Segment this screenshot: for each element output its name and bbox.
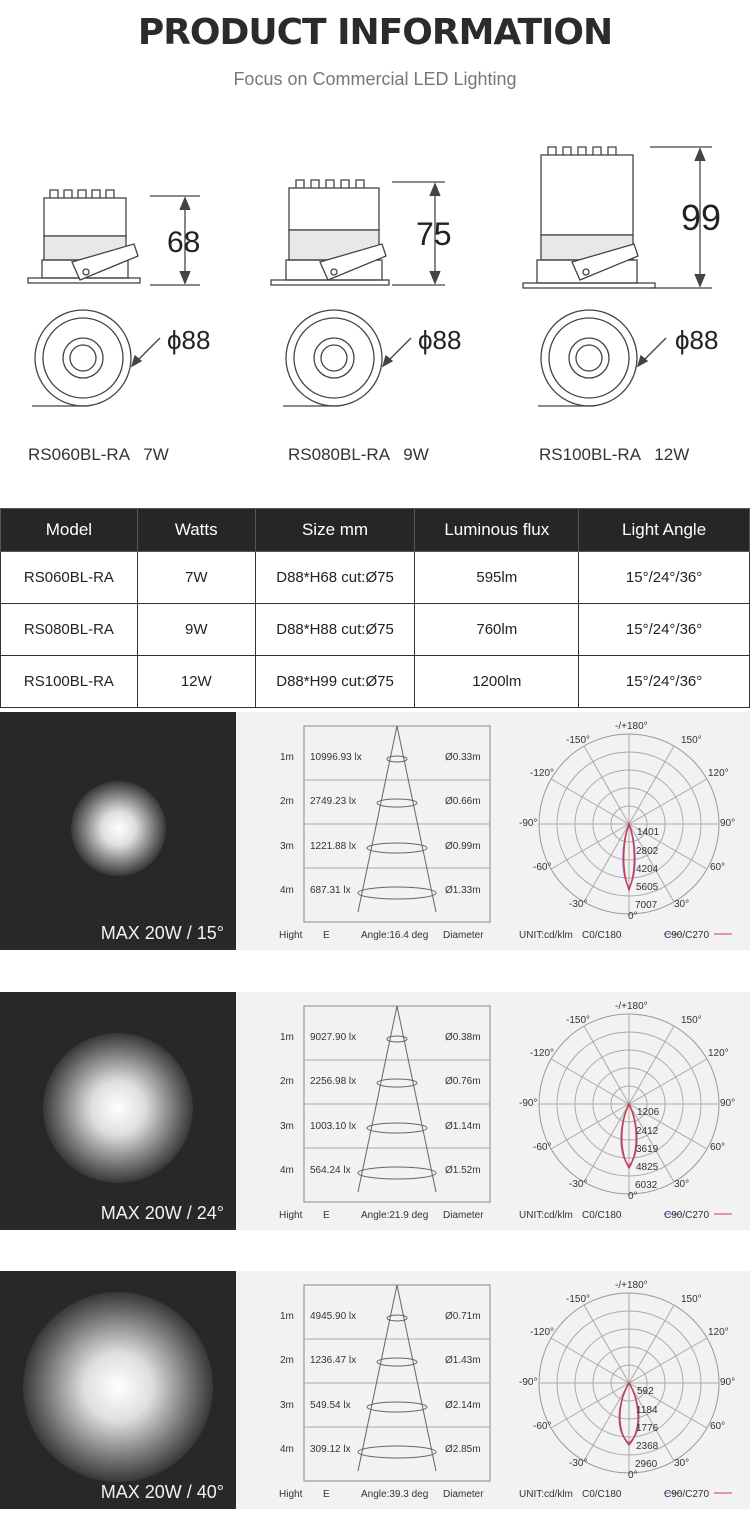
polar-angle-label: -30° xyxy=(569,899,588,910)
cell-flux: 595lm xyxy=(415,552,579,604)
polar-angle-label: -90° xyxy=(519,1098,538,1109)
polar-value-label: 2412 xyxy=(636,1126,659,1137)
height-label: 2m xyxy=(280,1355,294,1366)
light-spot xyxy=(23,1292,213,1482)
beam-diameter-value: Ø0.66m xyxy=(445,796,481,807)
polar-angle-label: -90° xyxy=(519,1377,538,1388)
polar-angle-label: 90° xyxy=(720,818,736,829)
beam-diameter-value: Ø1.33m xyxy=(445,885,481,896)
polar-value-label: 2960 xyxy=(635,1459,658,1470)
beam-diameter-value: Ø2.14m xyxy=(445,1400,481,1411)
beam-diagram-panel xyxy=(236,1271,750,1509)
beam-diagram-panel xyxy=(236,712,750,950)
height-label: 3m xyxy=(280,1400,294,1411)
beam-diameter-value: Ø0.76m xyxy=(445,1076,481,1087)
header-size: Size mm xyxy=(255,509,415,552)
polar-value-label: 3619 xyxy=(636,1144,659,1155)
table-row xyxy=(1,604,750,656)
beam-label: MAX 20W / 40° xyxy=(100,1482,224,1502)
polar-value-label: 4204 xyxy=(636,864,659,875)
beam-cone-diagram xyxy=(236,1271,750,1509)
beam-diagram-panel xyxy=(236,992,750,1230)
height-label: 4m xyxy=(280,1165,294,1176)
beam-photo xyxy=(0,712,236,950)
polar-value-label: 2368 xyxy=(636,1441,659,1452)
table-row xyxy=(1,656,750,708)
table-row xyxy=(1,552,750,604)
header-model: Model xyxy=(1,509,138,552)
page-title: PRODUCT INFORMATION xyxy=(137,12,613,53)
polar-value-label: 6032 xyxy=(635,1180,658,1191)
polar-angle-label: 60° xyxy=(710,1421,726,1432)
polar-angle-label: -/+180° xyxy=(615,1001,648,1012)
cell-size: D88*H99 cut:Ø75 xyxy=(255,656,415,708)
height-label: 3m xyxy=(280,1121,294,1132)
polar-angle-label: 0° xyxy=(628,1191,638,1202)
beam-label: MAX 20W / 15° xyxy=(100,923,224,943)
product-label-1: RS060BL-RA 7W xyxy=(28,445,169,464)
beam-diameter-value: Ø1.52m xyxy=(445,1165,481,1176)
footer-e: E xyxy=(323,1489,330,1500)
table-header-row xyxy=(1,509,750,552)
polar-angle-label: -30° xyxy=(569,1179,588,1190)
lux-value: 10996.93 lx xyxy=(310,752,362,763)
height-label: 1m xyxy=(280,1311,294,1322)
beam-section xyxy=(0,712,750,950)
polar-angle-label: 150° xyxy=(681,1015,702,1026)
product-top-view-2 xyxy=(283,310,411,406)
product-label-2: RS080BL-RA 9W xyxy=(288,445,429,464)
polar-c90-legend: C90/C270 xyxy=(664,1489,710,1500)
beam-section xyxy=(0,1271,750,1509)
beam-label: MAX 20W / 24° xyxy=(100,1203,224,1223)
polar-angle-label: -60° xyxy=(533,1142,552,1153)
polar-value-label: 1776 xyxy=(636,1423,659,1434)
height-label: 4m xyxy=(280,885,294,896)
polar-angle-label: 30° xyxy=(674,1179,690,1190)
polar-angle-label: -/+180° xyxy=(615,1280,648,1291)
beam-diameter-value: Ø0.38m xyxy=(445,1032,481,1043)
cell-watts: 9W xyxy=(137,604,255,656)
height-label: 1m xyxy=(280,1032,294,1043)
footer-angle: Angle:16.4 deg xyxy=(361,930,429,941)
polar-angle-label: 120° xyxy=(708,1327,729,1338)
light-spot xyxy=(43,1033,193,1183)
product-top-view-3 xyxy=(538,310,666,406)
height-label: 3m xyxy=(280,841,294,852)
cell-watts: 12W xyxy=(137,656,255,708)
beam-photo xyxy=(0,1271,236,1509)
lux-value: 549.54 lx xyxy=(310,1400,351,1411)
lux-value: 2256.98 lx xyxy=(310,1076,357,1087)
cell-model: RS060BL-RA xyxy=(1,552,138,604)
height-label: 2m xyxy=(280,1076,294,1087)
cell-watts: 7W xyxy=(137,552,255,604)
header-watts: Watts xyxy=(137,509,255,552)
beam-diameter-value: Ø0.71m xyxy=(445,1311,481,1322)
footer-angle: Angle:39.3 deg xyxy=(361,1489,429,1500)
height-label: 2m xyxy=(280,796,294,807)
product-drawings xyxy=(0,130,750,430)
footer-diameter: Diameter xyxy=(443,1210,484,1221)
polar-angle-label: -120° xyxy=(530,768,555,779)
lux-value: 687.31 lx xyxy=(310,885,351,896)
polar-unit: UNIT:cd/klm xyxy=(519,1210,573,1221)
polar-value-label: 1184 xyxy=(636,1405,658,1416)
page-subtitle: Focus on Commercial LED Lighting xyxy=(233,69,517,89)
height-dimension-1: 68 xyxy=(167,226,201,259)
polar-angle-label: -120° xyxy=(530,1048,555,1059)
lux-value: 2749.23 lx xyxy=(310,796,357,807)
polar-angle-label: 90° xyxy=(720,1377,736,1388)
lux-value: 309.12 lx xyxy=(310,1444,351,1455)
polar-value-label: 1401 xyxy=(637,827,660,838)
height-label: 4m xyxy=(280,1444,294,1455)
polar-value-label: 5605 xyxy=(636,882,659,893)
beam-diameter-value: Ø0.99m xyxy=(445,841,481,852)
cell-model: RS100BL-RA xyxy=(1,656,138,708)
polar-angle-label: 150° xyxy=(681,1294,702,1305)
product-label-3: RS100BL-RA 12W xyxy=(539,445,690,464)
polar-angle-label: 30° xyxy=(674,1458,690,1469)
polar-c90-legend: C90/C270 xyxy=(664,930,710,941)
header-flux: Luminous flux xyxy=(415,509,579,552)
header-angle: Light Angle xyxy=(579,509,750,552)
polar-angle-label: -30° xyxy=(569,1458,588,1469)
polar-angle-label: 0° xyxy=(628,911,638,922)
polar-angle-label: 0° xyxy=(628,1470,638,1481)
cell-size: D88*H88 cut:Ø75 xyxy=(255,604,415,656)
cell-flux: 760lm xyxy=(415,604,579,656)
cell-size: D88*H68 cut:Ø75 xyxy=(255,552,415,604)
polar-angle-label: -150° xyxy=(566,735,591,746)
spec-table xyxy=(0,508,750,708)
polar-value-label: 2802 xyxy=(636,846,659,857)
footer-hight: Hight xyxy=(279,930,303,941)
polar-c0-legend: C0/C180 xyxy=(582,930,622,941)
polar-c90-legend: C90/C270 xyxy=(664,1210,710,1221)
polar-value-label: 592 xyxy=(637,1386,654,1397)
polar-c0-legend: C0/C180 xyxy=(582,1489,622,1500)
polar-angle-label: 150° xyxy=(681,735,702,746)
polar-angle-label: 120° xyxy=(708,768,729,779)
diameter-dimension-2: ϕ88 xyxy=(418,325,462,355)
height-dimension-3: 99 xyxy=(681,197,722,238)
footer-diameter: Diameter xyxy=(443,1489,484,1500)
polar-value-label: 7007 xyxy=(635,900,658,911)
polar-angle-label: -150° xyxy=(566,1294,591,1305)
diameter-dimension-3: ϕ88 xyxy=(675,325,719,355)
beam-diameter-value: Ø1.14m xyxy=(445,1121,481,1132)
polar-angle-label: 90° xyxy=(720,1098,736,1109)
lux-value: 1236.47 lx xyxy=(310,1355,357,1366)
beam-cone-diagram xyxy=(236,992,750,1230)
polar-angle-label: -/+180° xyxy=(615,721,648,732)
polar-value-label: 4825 xyxy=(636,1162,659,1173)
cell-angle: 15°/24°/36° xyxy=(579,656,750,708)
beam-diameter-value: Ø2.85m xyxy=(445,1444,481,1455)
height-label: 1m xyxy=(280,752,294,763)
footer-diameter: Diameter xyxy=(443,930,484,941)
polar-angle-label: -90° xyxy=(519,818,538,829)
polar-angle-label: -60° xyxy=(533,1421,552,1432)
polar-c0-legend: C0/C180 xyxy=(582,1210,622,1221)
cell-flux: 1200lm xyxy=(415,656,579,708)
beam-diameter-value: Ø0.33m xyxy=(445,752,481,763)
polar-unit: UNIT:cd/klm xyxy=(519,1489,573,1500)
beam-section xyxy=(0,992,750,1230)
lux-value: 1003.10 lx xyxy=(310,1121,357,1132)
light-spot xyxy=(71,781,166,876)
beam-photo xyxy=(0,992,236,1230)
lux-value: 4945.90 lx xyxy=(310,1311,357,1322)
footer-e: E xyxy=(323,1210,330,1221)
polar-angle-label: -150° xyxy=(566,1015,591,1026)
lux-value: 1221.88 lx xyxy=(310,841,357,852)
polar-angle-label: 60° xyxy=(710,1142,726,1153)
polar-unit: UNIT:cd/klm xyxy=(519,930,573,941)
footer-angle: Angle:21.9 deg xyxy=(361,1210,429,1221)
polar-value-label: 1206 xyxy=(637,1107,660,1118)
beam-diameter-value: Ø1.43m xyxy=(445,1355,481,1366)
polar-angle-label: 30° xyxy=(674,899,690,910)
height-dimension-2: 75 xyxy=(416,216,452,252)
footer-hight: Hight xyxy=(279,1210,303,1221)
footer-hight: Hight xyxy=(279,1489,303,1500)
polar-angle-label: -60° xyxy=(533,862,552,873)
lux-value: 564.24 lx xyxy=(310,1165,351,1176)
cell-angle: 15°/24°/36° xyxy=(579,604,750,656)
beam-cone-diagram xyxy=(236,712,750,950)
cell-model: RS080BL-RA xyxy=(1,604,138,656)
footer-e: E xyxy=(323,930,330,941)
polar-angle-label: 60° xyxy=(710,862,726,873)
lux-value: 9027.90 lx xyxy=(310,1032,357,1043)
polar-angle-label: -120° xyxy=(530,1327,555,1338)
cell-angle: 15°/24°/36° xyxy=(579,552,750,604)
polar-angle-label: 120° xyxy=(708,1048,729,1059)
product-top-view-1 xyxy=(32,310,160,406)
diameter-dimension-1: ϕ88 xyxy=(167,325,211,355)
